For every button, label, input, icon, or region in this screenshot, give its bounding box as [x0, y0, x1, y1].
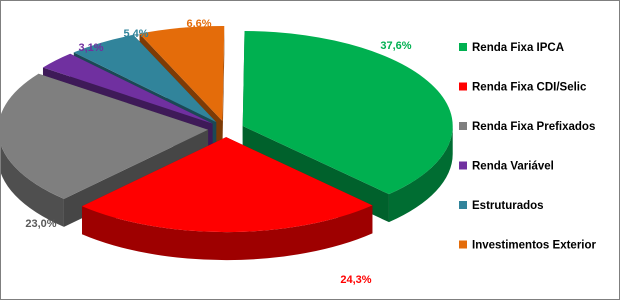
legend-swatch [459, 43, 467, 51]
legend-swatch [459, 122, 467, 130]
legend-item-estruturados [459, 200, 544, 212]
pie-slices [1, 26, 453, 260]
data-label-renda-fixa-prefixados: 23,0% [25, 218, 57, 230]
legend-swatch [459, 201, 467, 209]
legend-swatch [459, 241, 467, 249]
data-label-renda-variavel: 3,1% [78, 42, 104, 54]
legend-label: Renda Fixa IPCA [472, 42, 565, 54]
legend-item-investimentos-exterior [459, 240, 597, 252]
legend-swatch [459, 162, 467, 170]
legend-label: Estruturados [472, 200, 544, 212]
legend-item-renda-fixa-cdi-selic [459, 82, 587, 94]
legend-label: Investimentos Exterior [472, 239, 596, 252]
pie-chart [1, 1, 620, 301]
data-label-renda-fixa-cdi-selic: 24,3% [340, 274, 372, 286]
legend [459, 42, 597, 252]
data-label-estruturados: 5,4% [123, 28, 149, 40]
legend-label: Renda Fixa Prefixados [472, 121, 596, 133]
legend-item-renda-fixa-prefixados [459, 121, 595, 133]
legend-item-renda-variavel [459, 161, 554, 173]
data-label-investimentos-exterior: 6,6% [186, 18, 212, 30]
data-label-renda-fixa-ipca: 37,6% [380, 40, 412, 52]
legend-label: Renda Variável [472, 160, 554, 173]
legend-swatch [459, 83, 467, 91]
legend-label: Renda Fixa CDI/Selic [472, 81, 587, 94]
legend-item-renda-fixa-ipca [459, 42, 564, 54]
